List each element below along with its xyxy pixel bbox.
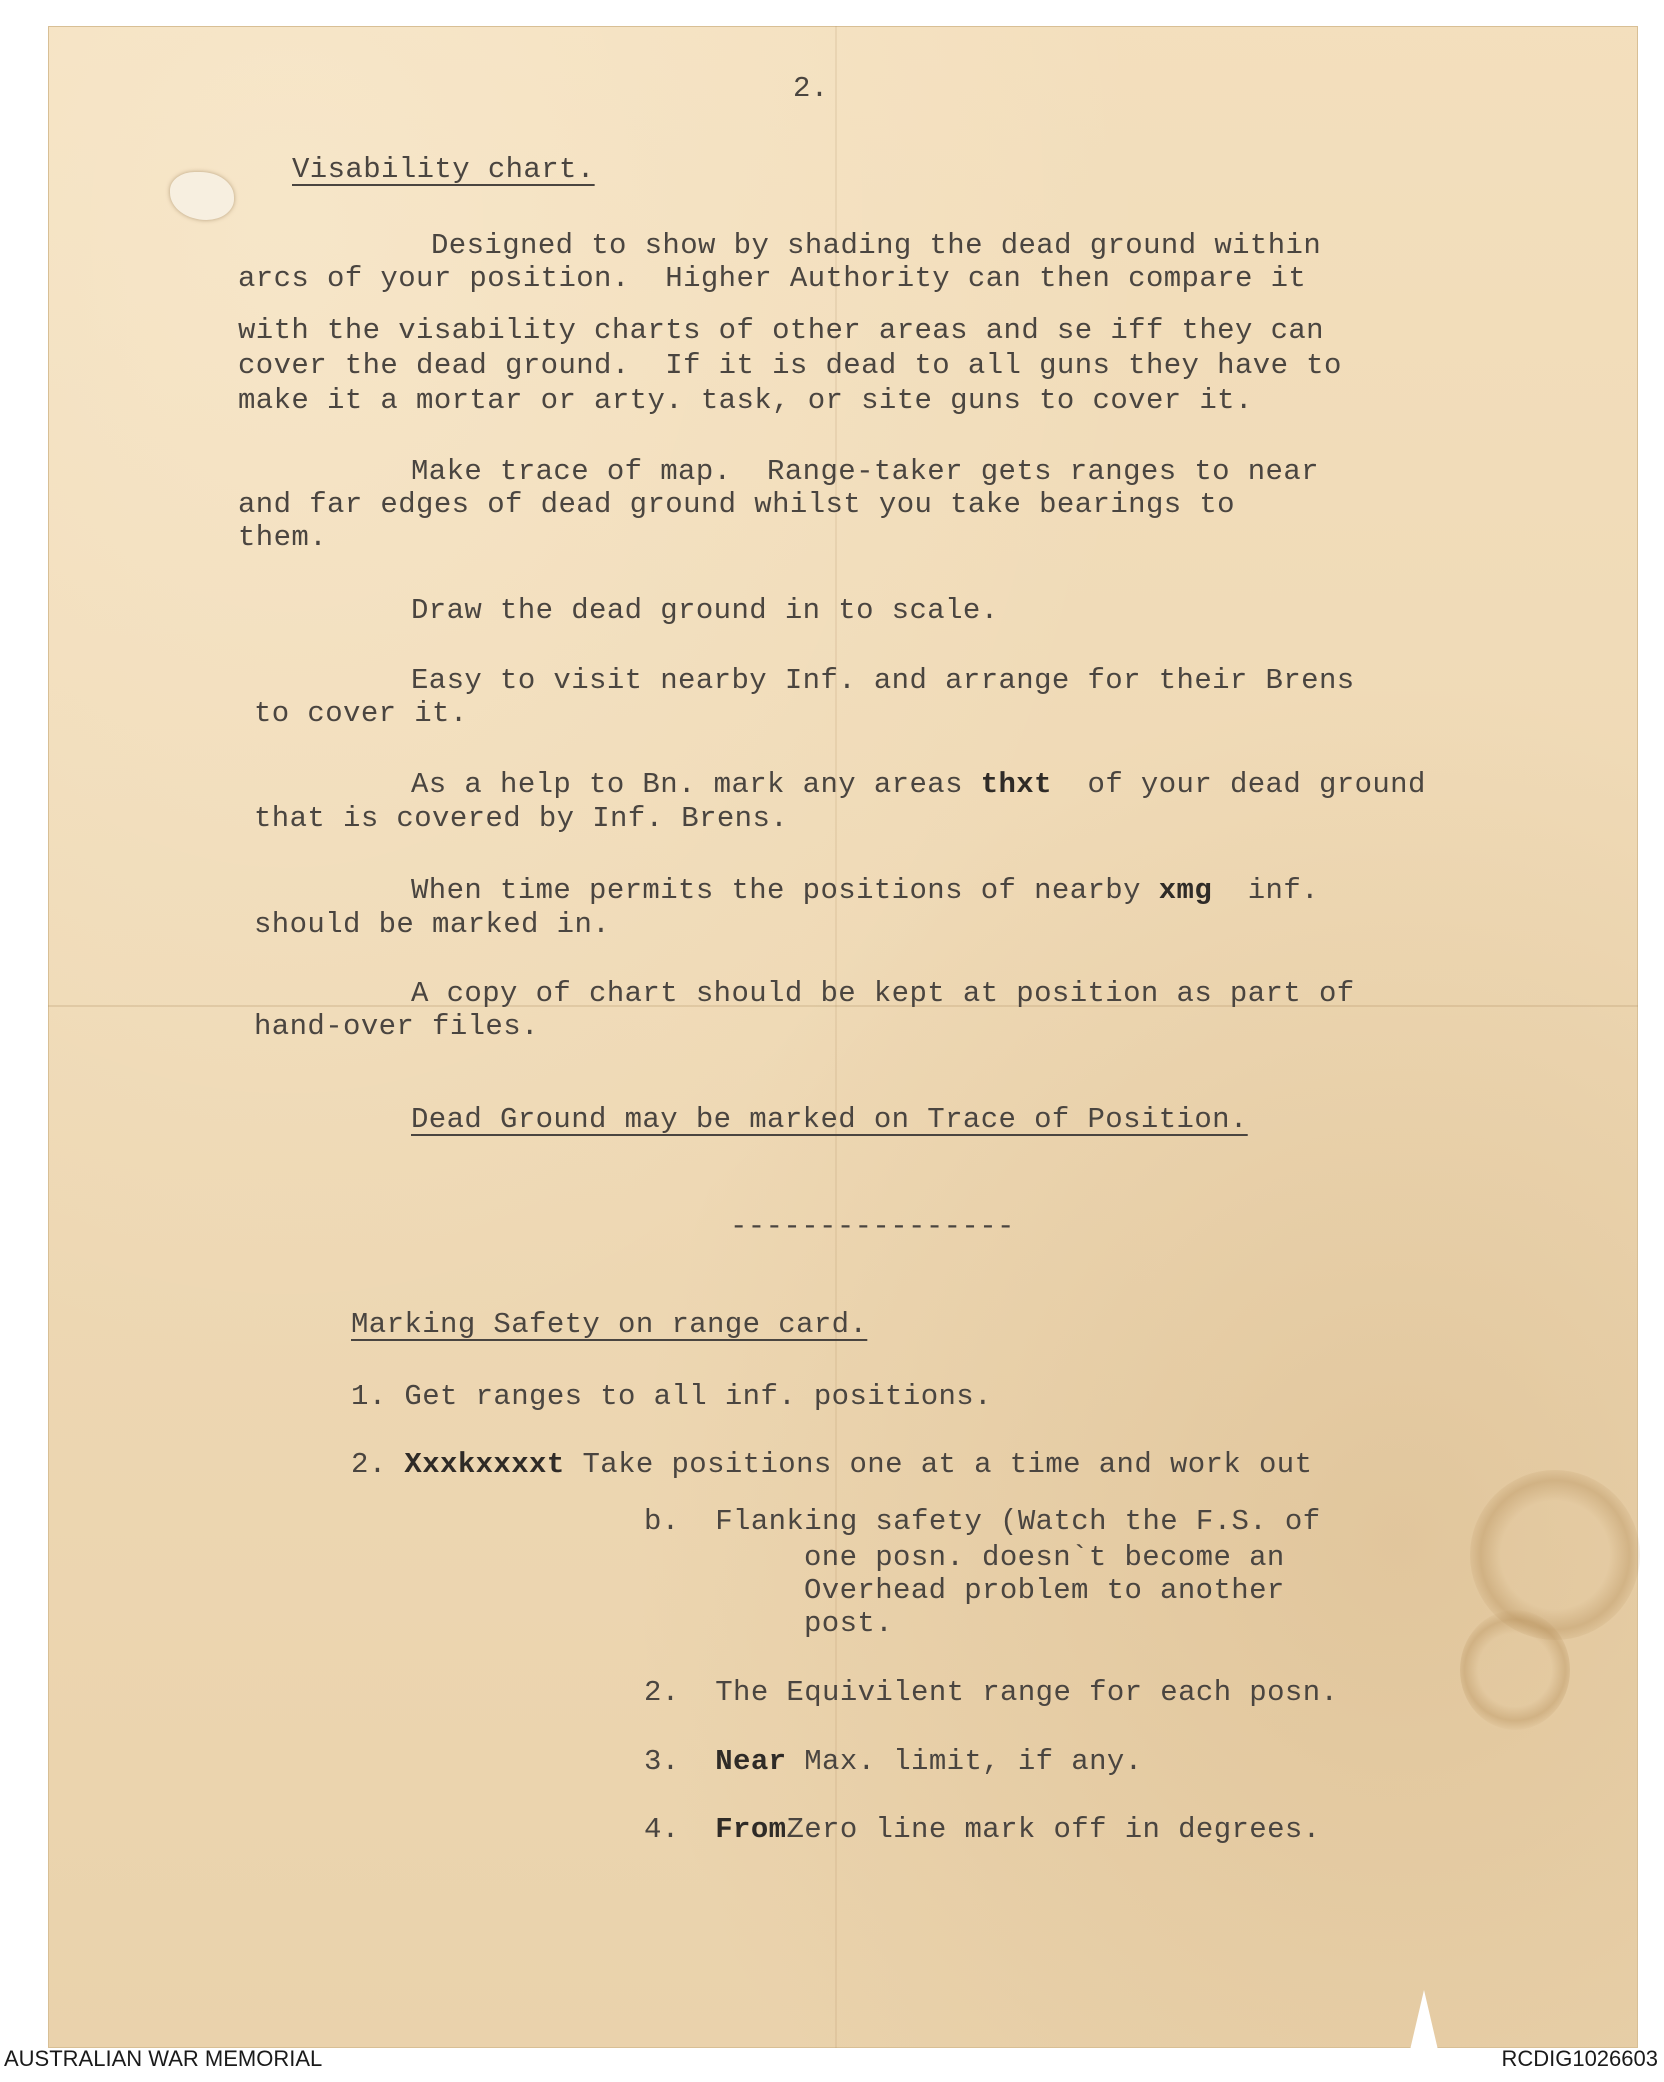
para7-line2: hand-over files. xyxy=(254,1010,539,1043)
list-item-1: 1. Get ranges to all inf. positions. xyxy=(351,1380,992,1413)
sub-item-3-struck-text: Near xyxy=(715,1745,787,1778)
water-stain-small xyxy=(1460,1610,1570,1730)
sub-item-4-text: Zero line mark off in degrees. xyxy=(786,1813,1321,1846)
sub-item-4 xyxy=(644,1813,1321,1847)
list-item-2-text: Take positions one at a time and work out xyxy=(564,1448,1313,1481)
sub-item-3-text: Max. limit, if any. xyxy=(786,1745,1143,1778)
para6-text-after: inf. xyxy=(1212,874,1319,907)
para6-line2: should be marked in. xyxy=(254,908,611,941)
para5-line2: that is covered by Inf. Brens. xyxy=(254,802,789,835)
list-item-2-struck-text: Xxxkxxxxt xyxy=(404,1448,565,1481)
sub-item-b-line1: b. Flanking safety (Watch the F.S. of xyxy=(644,1505,1321,1538)
para7-line1: A copy of chart should be kept at position as part of xyxy=(411,977,1355,1010)
para6-text-before: When time permits the positions of nearby xyxy=(411,874,1159,907)
sub-item-b-line4: post. xyxy=(804,1607,894,1640)
para5-line1 xyxy=(411,768,1426,802)
para6-struck-text: xmg xyxy=(1158,874,1213,907)
sub-item-3 xyxy=(644,1745,1143,1779)
sub-item-b-line3: Overhead problem to another xyxy=(804,1574,1285,1607)
list-item-2-number: 2. xyxy=(351,1448,405,1481)
para5-struck-text: thxt xyxy=(980,768,1052,801)
para5-text-before: As a help to Bn. mark any areas xyxy=(411,768,981,801)
para2-line3: them. xyxy=(238,521,328,554)
para5-text-after: of your dead ground xyxy=(1051,768,1426,801)
page-number: 2. xyxy=(793,72,829,105)
para4-line2: to cover it. xyxy=(254,697,468,730)
sub-item-4-struck-text: From xyxy=(715,1813,787,1846)
para6-line1 xyxy=(411,874,1319,908)
para4-line1: Easy to visit nearby Inf. and arrange for their Brens xyxy=(411,664,1355,697)
section-heading-marking-safety: Marking Safety on range card. xyxy=(351,1308,868,1341)
sub-item-4-number: 4. xyxy=(644,1813,716,1846)
list-item-2 xyxy=(351,1448,1312,1482)
para1-line5: make it a mortar or arty. task, or site guns to cover it. xyxy=(238,384,1253,417)
footer-archive-name: AUSTRALIAN WAR MEMORIAL xyxy=(4,2046,323,2071)
sub-item-2: 2. The Equivilent range for each posn. xyxy=(644,1676,1339,1709)
dead-ground-note: Dead Ground may be marked on Trace of Position. xyxy=(411,1103,1248,1136)
footer-record-id: RCDIG1026603 xyxy=(1501,2046,1658,2071)
section-heading-visability-chart: Visability chart. xyxy=(292,153,595,186)
sub-item-3-number: 3. xyxy=(644,1745,716,1778)
section-separator: ---------------- xyxy=(730,1210,1015,1243)
para2-line1: Make trace of map. Range-taker gets ranges to near xyxy=(411,455,1319,488)
para1-line4: cover the dead ground. If it is dead to all guns they have to xyxy=(238,349,1342,382)
para1-line1: Designed to show by shading the dead ground within xyxy=(431,229,1322,262)
para1-line3: with the visability charts of other areas and se iff they can xyxy=(238,314,1324,347)
para1-line2: arcs of your position. Higher Authority can then compare it xyxy=(238,262,1307,295)
paper-tear xyxy=(1410,1990,1438,2050)
para3: Draw the dead ground in to scale. xyxy=(411,594,999,627)
sub-item-b-line2: one posn. doesn`t become an xyxy=(804,1541,1285,1574)
para2-line2: and far edges of dead ground whilst you take bearings to xyxy=(238,488,1235,521)
